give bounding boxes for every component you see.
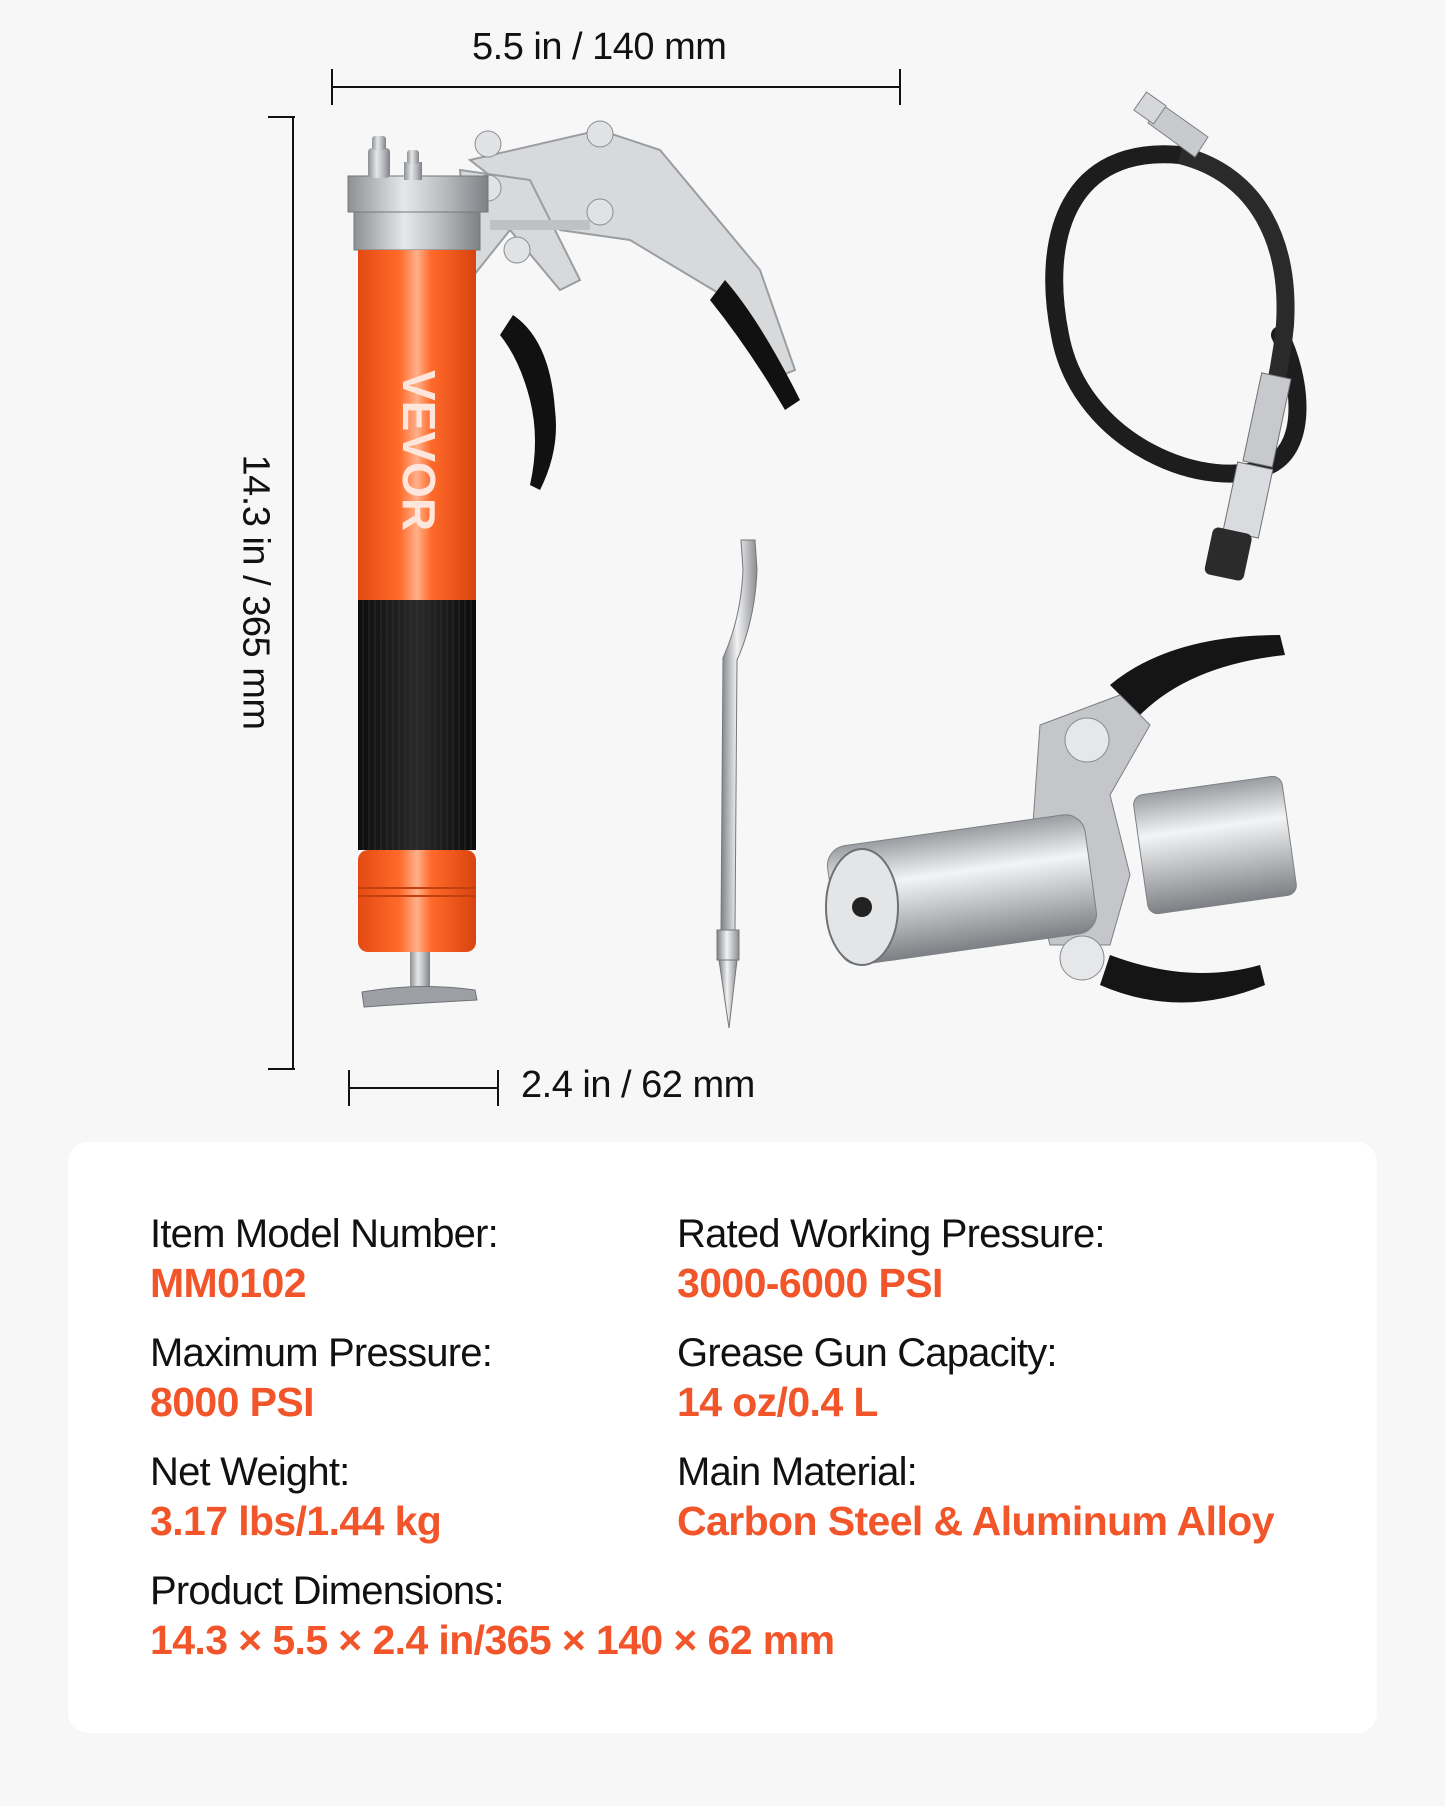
- spec-value: Carbon Steel & Aluminum Alloy: [677, 1498, 1274, 1544]
- spec-label: Main Material:: [677, 1450, 917, 1494]
- height-dimension-label: 14.3 in / 365 mm: [234, 454, 277, 730]
- depth-dimension-label: 2.4 in / 62 mm: [521, 1064, 755, 1106]
- spec-model: [150, 1210, 498, 1308]
- spec-label: Item Model Number:: [150, 1212, 498, 1256]
- spec-value: MM0102: [150, 1260, 306, 1306]
- spec-label: Product Dimensions:: [150, 1569, 504, 1613]
- spec-value: 14 oz/0.4 L: [677, 1379, 878, 1425]
- spec-capacity: [677, 1329, 1057, 1427]
- spec-net-weight: [150, 1448, 441, 1546]
- width-dimension-cap-left: [331, 69, 333, 105]
- height-dimension-cap-bottom: [268, 1068, 295, 1070]
- width-dimension-cap-right: [899, 69, 901, 105]
- width-dimension-line: [332, 86, 901, 88]
- spec-label: Net Weight:: [150, 1450, 350, 1494]
- width-dimension-label: 5.5 in / 140 mm: [472, 26, 727, 68]
- coupler-icon: [810, 625, 1300, 1025]
- spec-value: 3.17 lbs/1.44 kg: [150, 1498, 442, 1544]
- spec-product-dimensions: [150, 1567, 834, 1665]
- nozzle-icon: [695, 530, 765, 1030]
- depth-dimension-cap-right: [497, 1070, 499, 1106]
- depth-dimension-line: [348, 1087, 498, 1089]
- spec-value: 3000-6000 PSI: [677, 1260, 943, 1306]
- spec-label: Grease Gun Capacity:: [677, 1331, 1057, 1375]
- specs-card: [68, 1142, 1377, 1733]
- spec-value: 14.3 × 5.5 × 2.4 in/365 × 140 × 62 mm: [150, 1617, 835, 1663]
- spec-rated-pressure: [677, 1210, 1105, 1308]
- spec-material: [677, 1448, 1274, 1546]
- spec-max-pressure: [150, 1329, 492, 1427]
- vevor-logo: VEVOR: [393, 370, 445, 532]
- spec-label: Maximum Pressure:: [150, 1331, 493, 1375]
- depth-dimension-cap-left: [348, 1070, 350, 1106]
- height-dimension-cap-top: [268, 116, 295, 118]
- spec-value: 8000 PSI: [150, 1379, 314, 1425]
- height-dimension-line: [292, 116, 294, 1069]
- hose-icon: [1030, 75, 1370, 610]
- spec-label: Rated Working Pressure:: [677, 1212, 1105, 1256]
